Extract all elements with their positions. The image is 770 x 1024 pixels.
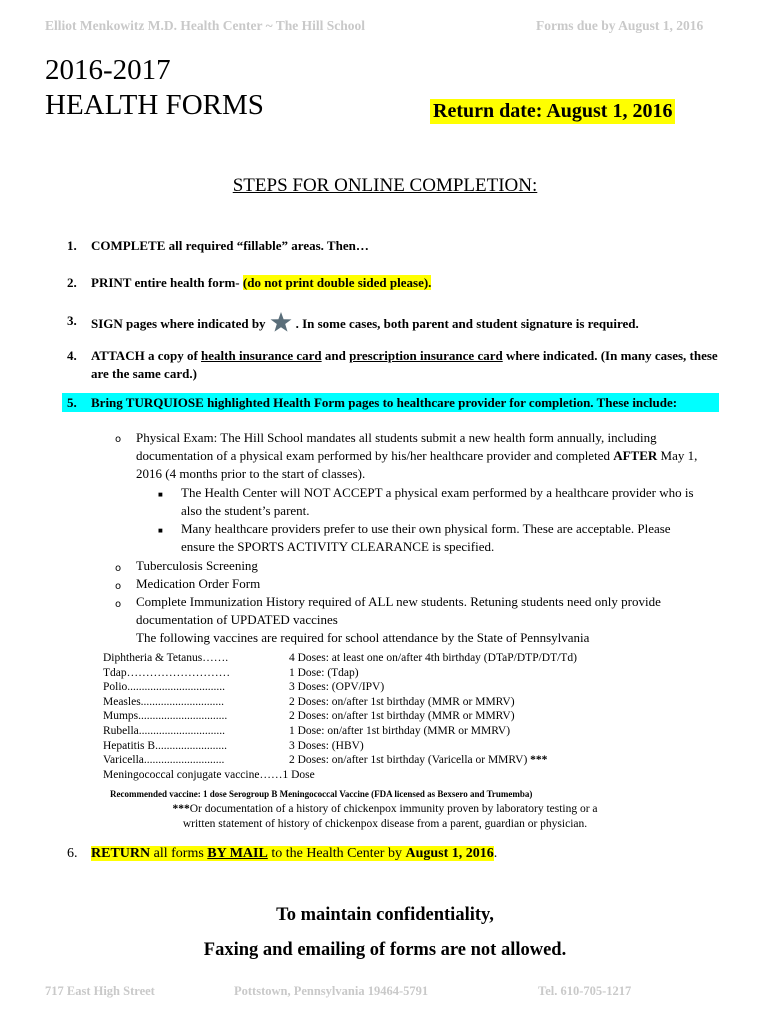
vaccine-name: Polio.................................. xyxy=(103,681,226,694)
step-text: ATTACH a copy of xyxy=(91,348,202,363)
return-date: Return date: August 1, 2016 xyxy=(430,99,675,124)
step-text: PRINT entire health form- xyxy=(91,275,243,290)
vaccine-dose: 1 Dose: on/after 1st birthday (MMR or MMRV) xyxy=(289,724,511,737)
vaccine-row xyxy=(103,695,743,710)
physical-line-1: Physical Exam: The Hill School mandates all students submit a new health form annually, including xyxy=(136,430,657,445)
bullet-circle: o xyxy=(115,581,122,592)
by-mail-text: BY MAIL xyxy=(207,846,268,861)
vaccine-dose: 1 Dose: (Tdap) xyxy=(289,666,359,679)
vaccine-dose: 3 Doses: (HBV) xyxy=(289,739,364,752)
vaccine-row xyxy=(103,680,743,695)
health-insurance-card-text: health insurance card xyxy=(201,348,322,363)
sub-bullet-1-line-1: The Health Center will NOT ACCEPT a physical exam performed by a healthcare provider who is xyxy=(181,485,694,500)
asterisk-mark: *** xyxy=(530,754,548,767)
after-word: AFTER xyxy=(613,448,658,463)
immunization-line-2: documentation of UPDATED vaccines xyxy=(136,612,338,627)
vaccine-row xyxy=(103,709,743,724)
vaccine-name: Diphtheria & Tetanus……. xyxy=(103,652,229,664)
return-text-2: to the Health Center by xyxy=(267,846,406,861)
vaccine-name: Varicella............................ xyxy=(103,754,225,767)
bullet-square: ■ xyxy=(158,526,163,535)
vaccine-dose: 4 Doses: at least one on/after 4th birthday (DTaP/DTP/DT/Td) xyxy=(289,652,577,664)
step-text-end: where indicated. (In many cases, these are the same card.) xyxy=(91,348,718,381)
physical-exam-text xyxy=(136,429,736,483)
vaccine-name: Mumps............................... xyxy=(103,710,228,723)
note-line-1 xyxy=(0,802,770,817)
vaccine-name: Hepatitis B......................... xyxy=(103,739,227,752)
return-word: RETURN xyxy=(91,846,151,861)
step-number: 1. xyxy=(67,238,77,253)
physical-line-2-end: May 1, xyxy=(657,448,698,463)
prescription-insurance-card-text: prescription insurance card xyxy=(349,348,503,363)
step-text-end: . In some cases, both parent and student signature is required. xyxy=(295,316,639,331)
note-line-2: written statement of history of chickenpox disease from a parent, guardian or physician. xyxy=(182,818,588,830)
page-title: HEALTH FORMS xyxy=(45,89,264,121)
vaccine-name: Rubella.............................. xyxy=(103,724,226,737)
star-icon xyxy=(270,312,292,332)
step-highlight: (do not print double sided please). xyxy=(242,275,432,290)
footer-city: Pottstown, Pennsylvania 19464-5791 xyxy=(234,984,429,998)
bullet-square: ■ xyxy=(158,490,163,499)
immunization-line-3: The following vaccines are required for school attendance by the State of Pennsylvania xyxy=(136,630,590,645)
confidentiality-line-2: Faxing and emailing of forms are not allowed. xyxy=(203,940,567,960)
return-end: . xyxy=(493,846,498,861)
physical-line-3: 2016 (4 months prior to the start of classes). xyxy=(136,466,366,481)
physical-line-2-text: documentation of a physical exam performed by his/her healthcare provider and completed xyxy=(136,448,614,463)
meningococcal-row: Meningococcal conjugate vaccine……1 Dose xyxy=(103,768,315,781)
bullet-circle: o xyxy=(115,434,122,445)
bullet-circle: o xyxy=(115,599,122,610)
vaccine-row xyxy=(103,651,743,666)
header-right: Forms due by August 1, 2016 xyxy=(536,18,704,33)
step-number: 2. xyxy=(67,275,77,290)
physical-line-2 xyxy=(136,447,736,465)
footer-tel: Tel. 610-705-1217 xyxy=(538,984,632,998)
step-text: Bring TURQUIOSE highlighted Health Form pages to healthcare provider for completion. These include: xyxy=(91,395,678,410)
step-text: SIGN pages where indicated by xyxy=(91,316,266,331)
bullet-circle: o xyxy=(115,563,122,574)
return-date-text: August 1, 2016 xyxy=(405,846,494,861)
medication-item: Medication Order Form xyxy=(136,576,261,591)
title-year: 2016-2017 xyxy=(45,54,171,86)
immunization-line-1: Complete Immunization History required of ALL new students. Retuning students need only provide xyxy=(136,594,661,609)
vaccine-row xyxy=(103,724,743,739)
steps-title: STEPS FOR ONLINE COMPLETION: xyxy=(232,175,538,196)
vaccine-name: Measles............................. xyxy=(103,695,225,708)
return-instruction xyxy=(91,846,494,861)
vaccine-row xyxy=(103,666,743,681)
vaccine-table xyxy=(103,651,743,782)
note-line-1-text: Or documentation of a history of chickenpox immunity proven by laboratory testing or a xyxy=(189,803,598,815)
return-text-1: all forms xyxy=(150,846,208,861)
sub-bullet-2 xyxy=(181,520,741,556)
confidentiality-line-1: To maintain confidentiality, xyxy=(276,905,494,925)
vaccine-name: Tdap……………………… xyxy=(103,666,231,679)
asterisk-mark: *** xyxy=(172,803,190,815)
vaccine-row xyxy=(103,753,743,768)
chickenpox-note xyxy=(0,802,770,832)
step-number: 3. xyxy=(67,313,77,328)
step-number: 4. xyxy=(67,348,77,363)
recommended-vaccine: Recommended vaccine: 1 dose Serogroup B Meningococcal Vaccine (FDA licensed as Bexsero and Trumemba) xyxy=(110,789,533,799)
vaccine-dose: 3 Doses: (OPV/IPV) xyxy=(289,681,385,694)
sub-bullet-2-line-2: ensure the SPORTS ACTIVITY CLEARANCE is specified. xyxy=(181,539,495,554)
tuberculosis-item: Tuberculosis Screening xyxy=(136,558,258,573)
sub-bullet-2-line-1: Many healthcare providers prefer to use their own physical form. These are acceptable. Please xyxy=(181,521,671,536)
header-left: Elliot Menkowitz M.D. Health Center ~ The Hill School xyxy=(45,18,366,33)
footer-address: 717 East High Street xyxy=(45,984,155,998)
vaccine-row xyxy=(103,739,743,754)
step-number: 6. xyxy=(67,846,78,861)
vaccine-dose: 2 Doses: on/after 1st birthday (MMR or MMRV) xyxy=(289,695,515,708)
sub-bullet-1-line-2: also the student’s parent. xyxy=(181,503,310,518)
step-number: 5. xyxy=(67,395,77,410)
vaccine-dose: 2 Doses: on/after 1st birthday (Varicella or MMRV) xyxy=(289,754,528,767)
step-text-and: and xyxy=(321,348,350,363)
step-text: COMPLETE all required “fillable” areas. Then… xyxy=(91,238,369,253)
sub-bullet-1 xyxy=(181,484,741,520)
vaccine-dose: 2 Doses: on/after 1st birthday (MMR or MMRV) xyxy=(289,710,515,723)
immunization-item xyxy=(136,593,736,647)
